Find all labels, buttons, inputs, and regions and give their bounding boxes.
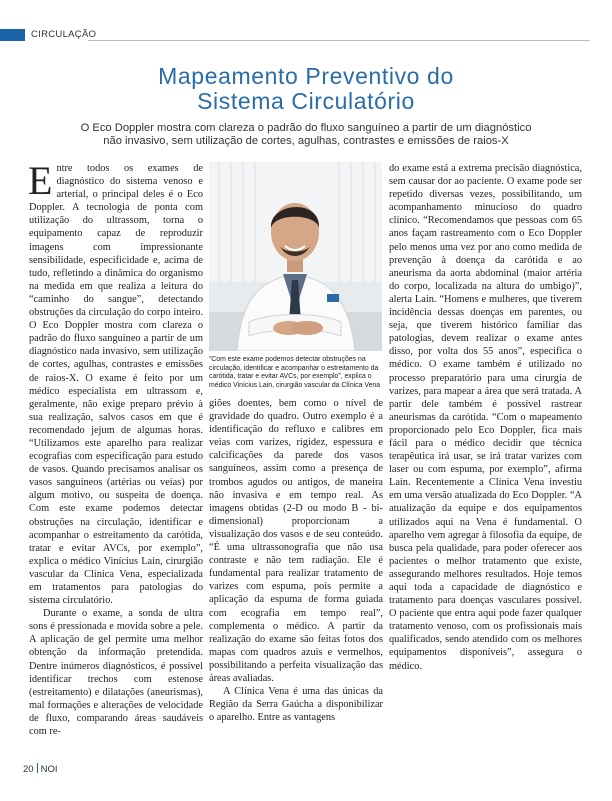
doctor-portrait-illustration <box>209 162 382 351</box>
section-divider <box>88 40 590 41</box>
body-paragraph: giões doentes, bem como o nível de gravidade do quadro. Outro exemplo é a identificação do refluxo e calibres em veias com varizes, rigidez, espessura e calcificações da parede dos vasos sanguíneos, assim como a presença de trombos agudos ou antigos, de maneira não invasiva e em tempo real. As imagens obtidas (2-D ou modo B - bi-dimensional) proporcionam a visualização dos vasos e de seu conteúdo. “É uma ultrassonografia que não usa contraste e não tem radiação. Ele é fundamental para realizar tratamento de varizes com espuma, pois permite a aplicação da espuma de forma guiada com ecografia em tempo real”, complementa o médico. A partir da realização do exame são feitas fotos dos mapas com quadros azuis e vermelhos, possibilitando a perfeita visualização das áreas avaliadas. <box>209 398 383 684</box>
footer-separator <box>37 763 38 773</box>
page-number: 20 <box>23 764 34 775</box>
article-deck-line-1: O Eco Doppler mostra com clareza o padrão do fluxo sanguíneo a partir de um diagnóstico <box>80 122 532 134</box>
article-deck <box>40 122 572 147</box>
body-column-2 <box>209 397 383 724</box>
photo-caption: “Com este exame podemos detectar obstruções na circulação, identificar e acompanhar o estreitamento da carótida, tratar e evitar AVCs, por exemplo”, explica o médico Vinícius Lain, cirurgião vascular da Clínica Vena <box>209 356 381 389</box>
body-paragraph: do exame está a extrema precisão diagnóstica, sem causar dor ao paciente. O exame pode ser repetido diversas vezes, possibilitando, um acompanhamento minucioso do quadro clínico. “Recomendamos que pessoas com 65 anos façam rastreamento com o Eco Doppler pelo menos uma vez por ano como medida de prevenção à doença da carótida e ao aneurisma da aorta abdominal (maior artéria do corpo, localizada na altura do umbigo)”, alerta Lain. “Homens e mulheres, que tiverem incidência dessas doenças em parentes, ou seja, que tiverem histórico familiar das patologias, devem realizar o exame antes disso, por volta dos 55 anos”, especifica o médico. O exame também é utilizado no processo preparatório para uma cirurgia de varizes, para mapear a área que será tratada. A partir dele também é possível rastrear aneurismas da carótida. “Com o mapeamento proporcionado pelo Eco Doppler, fica mais fácil para o médico decidir que técnica terapêutica irá usar, se irá tratar varizes com laser ou com espuma, por exemplo”, afirma Lain. Recentemente a Clínica Vena investiu em uma versão atualizada do Eco Doppler. “A atualização da equipe e dos equipamentos utilizados aqui na Vena é fundamental. O aparelho vem agregar à filosofia da equipe, de busca pela qualidade, para poder oferecer aos pacientes o melhor tratamento que existe, assegurando melhores resultados. Hoje temos aqui toda a capacidade de diagnóstico e tratamento para doenças vasculares possível. O paciente que entra aqui pode fazer qualquer tratamento venoso, com os profissionais mais qualificados, sendo atendido com os melhores equipamentos disponíveis”, assegura o médico. <box>389 163 582 672</box>
body-paragraph: A Clínica Vena é uma das únicas da Região da Serra Gaúcha a disponibilizar o aparelho. Entre as vantagens <box>209 686 383 724</box>
section-label: CIRCULAÇÃO <box>31 29 97 40</box>
article-title-line-2: Sistema Circulatório <box>197 88 415 114</box>
body-column-3 <box>389 162 582 673</box>
article-deck-line-2: não invasivo, sem utilização de cortes, agulhas, contrastes e emissões de raios-X <box>103 134 509 147</box>
body-paragraph: Durante o exame, a sonda de ultra sons é pressionada e movida sobre a pele. A aplicação de gel permite uma melhor obtenção da informação pretendida. Dentre inúmeros diagnósticos, é possível identificar trechos com estenose (estreitamento) e dilatações (aneurismas), mal formações e alterações de velocidade de fluxo, comparando áreas saudáveis com re- <box>29 608 203 738</box>
page-footer <box>23 763 57 775</box>
magazine-name: NOI <box>40 764 58 775</box>
doctor-photo <box>209 162 382 351</box>
body-column-1 <box>28 158 203 738</box>
article-title-line-1: Mapeamento Preventivo do <box>158 63 454 89</box>
paragraph-text: ntre todos os exames de diagnóstico do sistema venoso e arterial, o principal deles é o Eco Doppler. A tecnologia de ponta com utilização do ultrassom, torna o equipamento capaz de reproduzir imagens com impressionante sensibilidade, especificidade e, acima de tudo, refletindo a dinâmica do organismo na medida em que realiza a leitura do “caminho do sangue”, detectando obstruções da circulação do corpo inteiro. O Eco Doppler mostra com clareza o padrão do fluxo sanguíneo a partir de um diagnóstico nada invasivo, sem utilização de cortes, agulhas, contrastes e emissões de raios-X. O exame é feito por um médico especialista em ultrassom e, geralmente, não exige preparo prévio à sua realização, salvos casos em que é recomendado jejum de algumas horas. “Utilizamos este aparelho para realizar ecografias com especificação para estudo de vasos. Quando precisamos analisar os vasos sanguíneos (artérias ou veias) por algum motivo, ou suspeita de doença. Com este exame podemos detectar obstruções na circulação, identificar e acompanhar o estreitamento da carótida, tratar e evitar AVCs, por exemplo”, explica o médico Vinícius Lain, cirurgião vascular da Clínica Vena, especializada em tratamentos para patologias do sistema circulatório. <box>29 163 203 607</box>
section-color-bar <box>0 29 25 41</box>
body-paragraph <box>28 158 203 607</box>
drop-cap: E <box>28 158 53 203</box>
article-title <box>0 64 612 114</box>
